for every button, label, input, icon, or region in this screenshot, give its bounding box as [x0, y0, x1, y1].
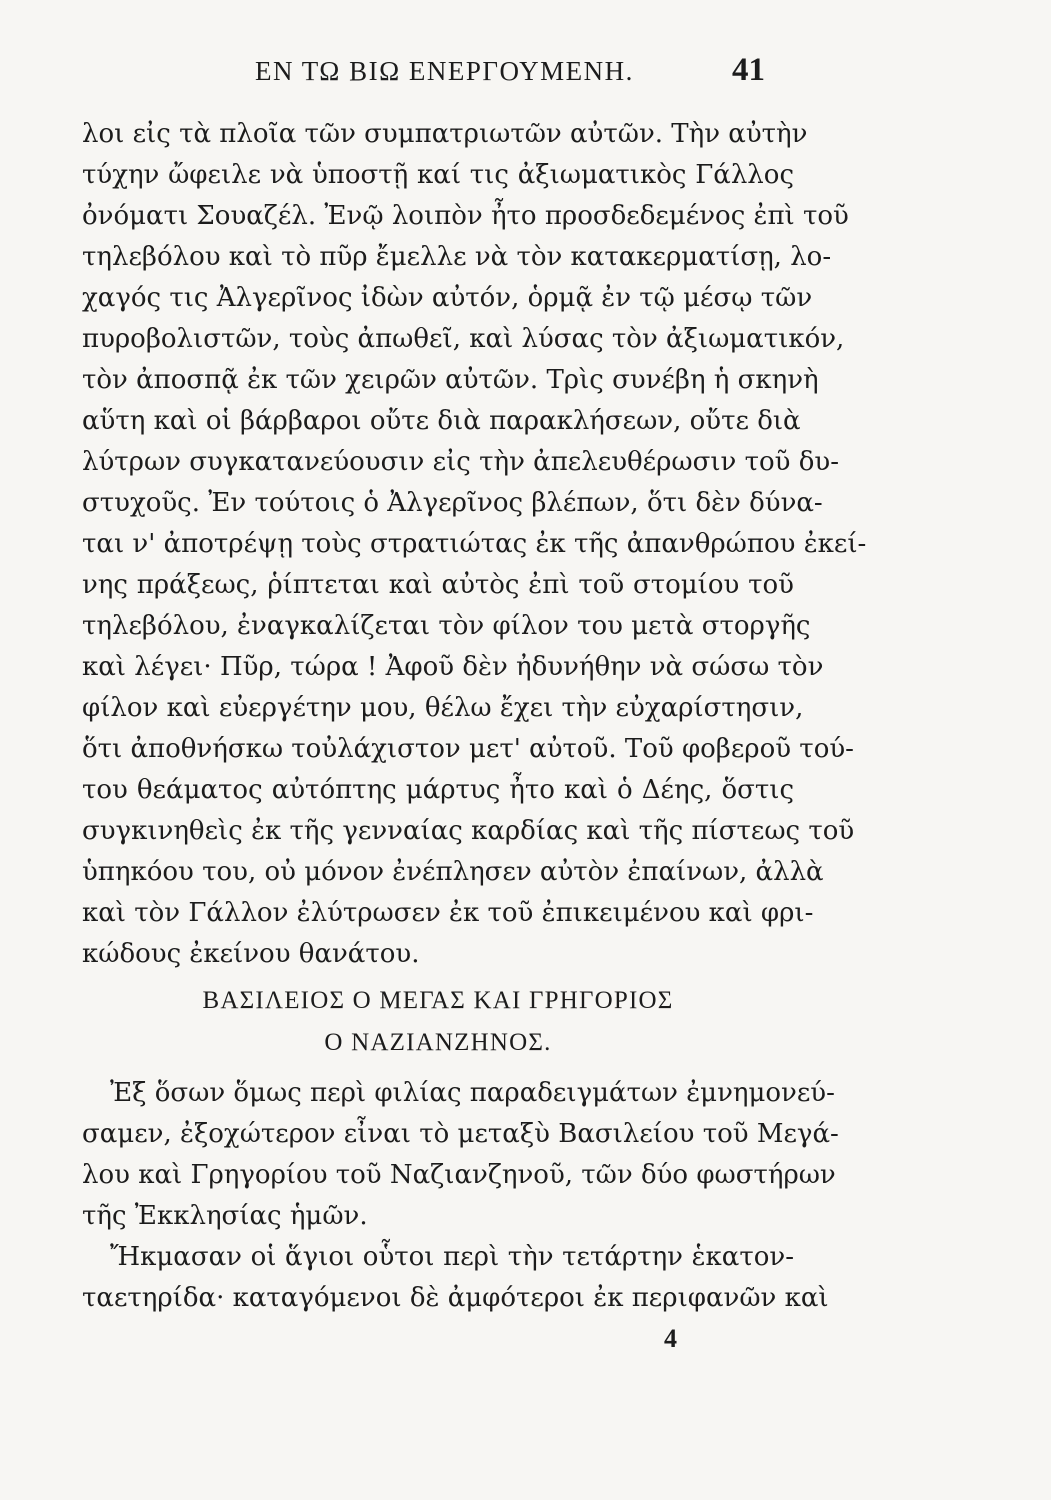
text-line: συγκινηθεὶς ἐκ τῆς γενναίας καρδίας καὶ τῆς πίστεως τοῦ	[82, 816, 855, 846]
signature-mark: 4	[664, 1324, 677, 1353]
page-number: 41	[732, 52, 765, 88]
text-line: Ἤκμασαν οἱ ἅγιοι οὗτοι περὶ τὴν τετάρτην ἑκατον-	[110, 1242, 794, 1272]
text-line: λοι εἰς τὰ πλοῖα τῶν συμπατριωτῶν αὐτῶν. Τὴν αὐτὴν	[82, 119, 808, 149]
text-line: ὅτι ἀποθνήσκω τοὐλάχιστον μετ' αὐτοῦ. Τοῦ φοβεροῦ τού-	[82, 734, 854, 764]
text-line: πυροβολιστῶν, τοὺς ἀπωθεῖ, καὶ λύσας τὸν ἀξιωματικόν,	[82, 324, 845, 354]
text-line: τύχην ὤφειλε νὰ ὑποστῇ καί τις ἀξιωματικὸς Γάλλος	[82, 160, 794, 190]
text-line: καὶ τὸν Γάλλον ἐλύτρωσεν ἐκ τοῦ ἐπικειμένου καὶ φρι-	[82, 898, 814, 928]
text-line: τῆς Ἐκκλησίας ἡμῶν.	[82, 1201, 368, 1231]
running-head: ΕΝ ΤΩ ΒΙΩ ΕΝΕΡΓΟΥΜΕΝΗ.	[255, 56, 634, 86]
section-heading	[82, 980, 794, 1064]
section-heading-line: ΒΑΣΙΛΕΙΟΣ Ο ΜΕΓΑΣ ΚΑΙ ΓΡΗΓΟΡΙΟΣ	[202, 987, 674, 1014]
text-line: τηλεβόλου καὶ τὸ πῦρ ἔμελλε νὰ τὸν κατακερματίσῃ, λο-	[82, 242, 832, 272]
text-line: αὕτη καὶ οἱ βάρβαροι οὔτε διὰ παρακλήσεων, οὔτε διὰ	[82, 406, 801, 436]
paragraph-2-and-3	[82, 1073, 839, 1319]
text-line: καὶ λέγει· Πῦρ, τώρα ! Ἀφοῦ δὲν ἠδυνήθην νὰ σώσω τὸν	[82, 652, 824, 682]
text-line: ὑπηκόου του, οὐ μόνον ἐνέπλησεν αὐτὸν ἐπαίνων, ἀλλὰ	[82, 857, 824, 887]
text-line: νης πράξεως, ῥίπτεται καὶ αὐτὸς ἐπὶ τοῦ στομίου τοῦ	[82, 570, 794, 600]
text-line: ταετηρίδα· καταγόμενοι δὲ ἀμφότεροι ἐκ περιφανῶν καὶ	[82, 1283, 829, 1313]
text-line: λύτρων συγκατανεύουσιν εἰς τὴν ἀπελευθέρωσιν τοῦ δυ-	[82, 447, 839, 477]
text-line: λου καὶ Γρηγορίου τοῦ Ναζιανζηνοῦ, τῶν δύο φωστήρων	[82, 1160, 836, 1190]
text-line: τηλεβόλου, ἐναγκαλίζεται τὸν φίλον του μετὰ στοργῆς	[82, 611, 811, 641]
text-line: φίλον καὶ εὐεργέτην μου, θέλω ἔχει τὴν εὐχαρίστησιν,	[82, 693, 804, 723]
text-line: χαγός τις Ἀλγερῖνος ἰδὼν αὐτόν, ὁρμᾷ ἐν τῷ μέσῳ τῶν	[82, 283, 813, 313]
text-line: Ἐξ ὅσων ὅμως περὶ φιλίας παραδειγμάτων ἐμνημονεύ-	[110, 1078, 835, 1108]
text-line: στυχοῦς. Ἐν τούτοις ὁ Ἀλγερῖνος βλέπων, ὅτι δὲν δύνα-	[82, 488, 823, 518]
text-line: σαμεν, ἐξοχώτερον εἶναι τὸ μεταξὺ Βασιλείου τοῦ Μεγά-	[82, 1119, 839, 1149]
section-heading-line: Ο ΝΑΖΙΑΝΖΗΝΟΣ.	[324, 1029, 552, 1056]
text-line: του θεάματος αὐτόπτης μάρτυς ἦτο καὶ ὁ Δέης, ὅστις	[82, 775, 794, 805]
text-line: ται ν' ἀποτρέψῃ τοὺς στρατιώτας ἐκ τῆς ἀπανθρώπου ἐκεί-	[82, 529, 867, 559]
paragraph-1	[82, 114, 867, 975]
text-line: ὀνόματι Σουαζέλ. Ἐνῷ λοιπὸν ἦτο προσδεδεμένος ἐπὶ τοῦ	[82, 201, 849, 231]
text-line: τὸν ἀποσπᾷ ἐκ τῶν χειρῶν αὐτῶν. Τρὶς συνέβη ἡ σκηνὴ	[82, 365, 819, 395]
text-line: κώδους ἐκείνου θανάτου.	[82, 939, 420, 969]
